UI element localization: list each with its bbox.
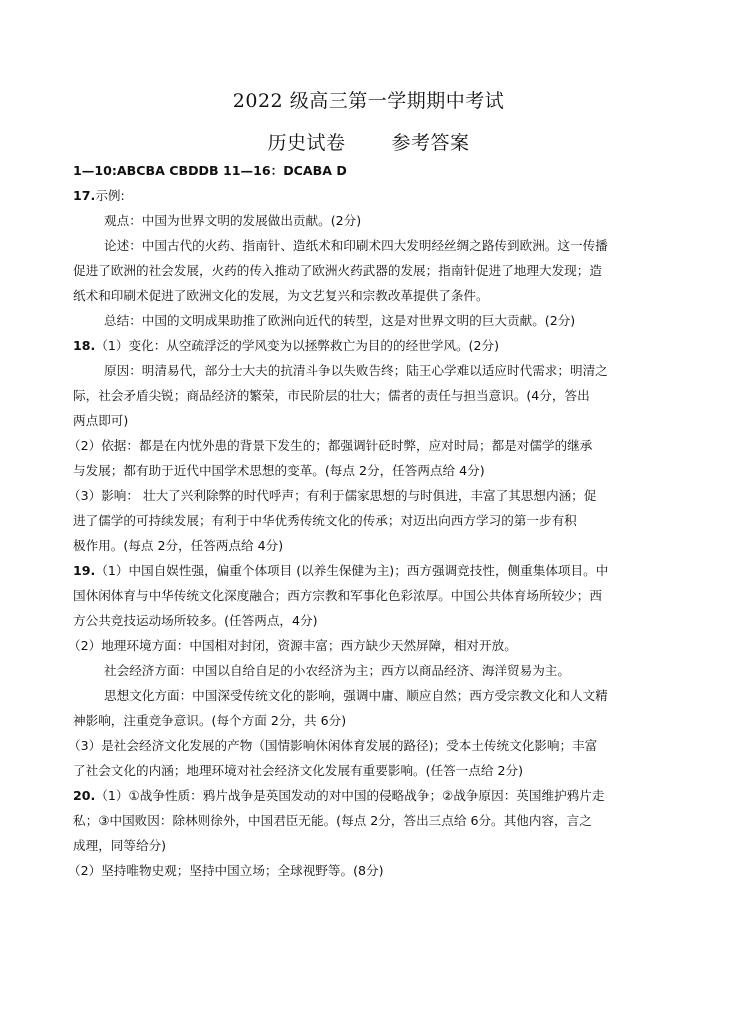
q18-line-6: 与发展；都有助于近代中国学术思想的变革。(每点 2分，任答两点给 4分) [73,463,485,478]
q20-number: 20. [73,788,96,803]
q18-line-5: （2）依据：都是在内忧外患的背景下发生的；都强调针砭时弊，应对时局；都是对儒学的继承 [68,438,593,453]
q18-line-7: （3）影响： 壮大了兴利除弊的时代呼声；有利于儒家思想的与时俱进，丰富了其思想内涵；促 [68,488,597,503]
q20-line-3: 成理，同等给分) [73,838,167,853]
q17-header [73,188,125,204]
q17-line-4: 纸术和印刷术促进了欧洲文化的发展，为文艺复兴和宗教改革提供了条件。 [73,288,489,303]
q19-part-1: （1）中国自娱性强，偏重个体项目 (以养生保健为主)；西方强调竞技性，侧重集体项目。中 [95,563,609,578]
q17-line-2: 论述：中国古代的火药、指南针、造纸术和印刷术四大发明经丝绸之路传到欧洲。这一传播 [104,238,608,253]
q19-number: 19. [73,563,96,578]
q20-part-1: （1）①战争性质：鸦片战争是英国发动的对中国的侵略战争；②战争原因：英国维护鸦片走 [95,788,605,803]
q20-line-2: 私；③中国败因：除林则徐外，中国君臣无能。(每点 2分，答出三点给 6分。其他内容，言之 [73,813,592,828]
q17-line-1: 观点：中国为世界文明的发展做出贡献。(2分) [104,213,362,228]
q17-line-5: 总结：中国的文明成果助推了欧洲向近代的转型，这是对世界文明的巨大贡献。(2分) [104,313,576,328]
q19-line-8: （3）是社会经济文化发展的产物（国情影响休闲体育发展的路径)；受本土传统文化影响；丰富 [68,738,598,753]
q17-line-3: 促进了欧洲的社会发展，火药的传入推动了欧洲火药武器的发展；指南针促进了地理大发现；造 [73,263,602,278]
q19-line-5: 社会经济方面：中国以自给自足的小农经济为主；西方以商品经济、海洋贸易为主。 [104,663,570,678]
q17-number: 17. [73,188,96,203]
q19-line-4: （2）地理环境方面：中国相对封闭，资源丰富；西方缺少天然屏障，相对开放。 [68,638,517,653]
q19-line-2: 国休闲体育与中华传统文化深度融合；西方宗教和军事化色彩浓厚。中国公共体育场所较少；西 [73,588,602,603]
answer-key-label: 参考答案 [391,132,470,154]
q19-line-3: 方公共竞技运动场所较多。(任答两点，4分) [73,613,318,628]
q18-line-1 [73,338,499,354]
q19-line-6: 思想文化方面：中国深受传统文化的影响，强调中庸、顺应自然；西方受宗教文化和人文精 [104,688,608,703]
q18-line-9: 极作用。(每点 2分，任答两点给 4分) [73,538,284,553]
q18-number: 18. [73,338,96,353]
q18-line-2: 原因：明清易代，部分士大夫的抗清斗争以失败告终；陆王心学难以适应时代需求；明清之 [104,363,608,378]
q17-label: 示例: [95,188,125,203]
exam-subtitle [0,128,737,155]
q20-line-4: （2）坚持唯物史观；坚持中国立场；全球视野等。(8分) [68,863,384,878]
q18-line-4: 两点即可) [73,413,129,428]
q18-line-8: 进了儒学的可持续发展；有利于中华优秀传统文化的传承；对迈出向西方学习的第一步有积 [73,513,577,528]
q20-line-1 [73,788,604,804]
q19-line-9: 了社会文化的内涵；地理环境对社会经济文化发展有重要影响。(任答一点给 2分) [73,763,524,778]
q18-part-1: （1）变化：从空疏浮泛的学风变为以拯弊救亡为目的的经世学风。(2分) [95,338,499,353]
subject-label: 历史试卷 [267,132,346,154]
q19-line-1 [73,563,608,579]
choice-answers: 1—10:ABCBA CBDDB 11—16：DCABA D [73,163,347,178]
q18-line-3: 际，社会矛盾尖锐；商品经济的繁荣，市民阶层的壮大；儒者的责任与担当意识。(4分，答出 [73,388,590,403]
q19-line-7: 神影响，注重竞争意识。(每个方面 2分，共 6分) [73,713,347,728]
exam-title: 2022 级高三第一学期期中考试 [232,90,505,112]
